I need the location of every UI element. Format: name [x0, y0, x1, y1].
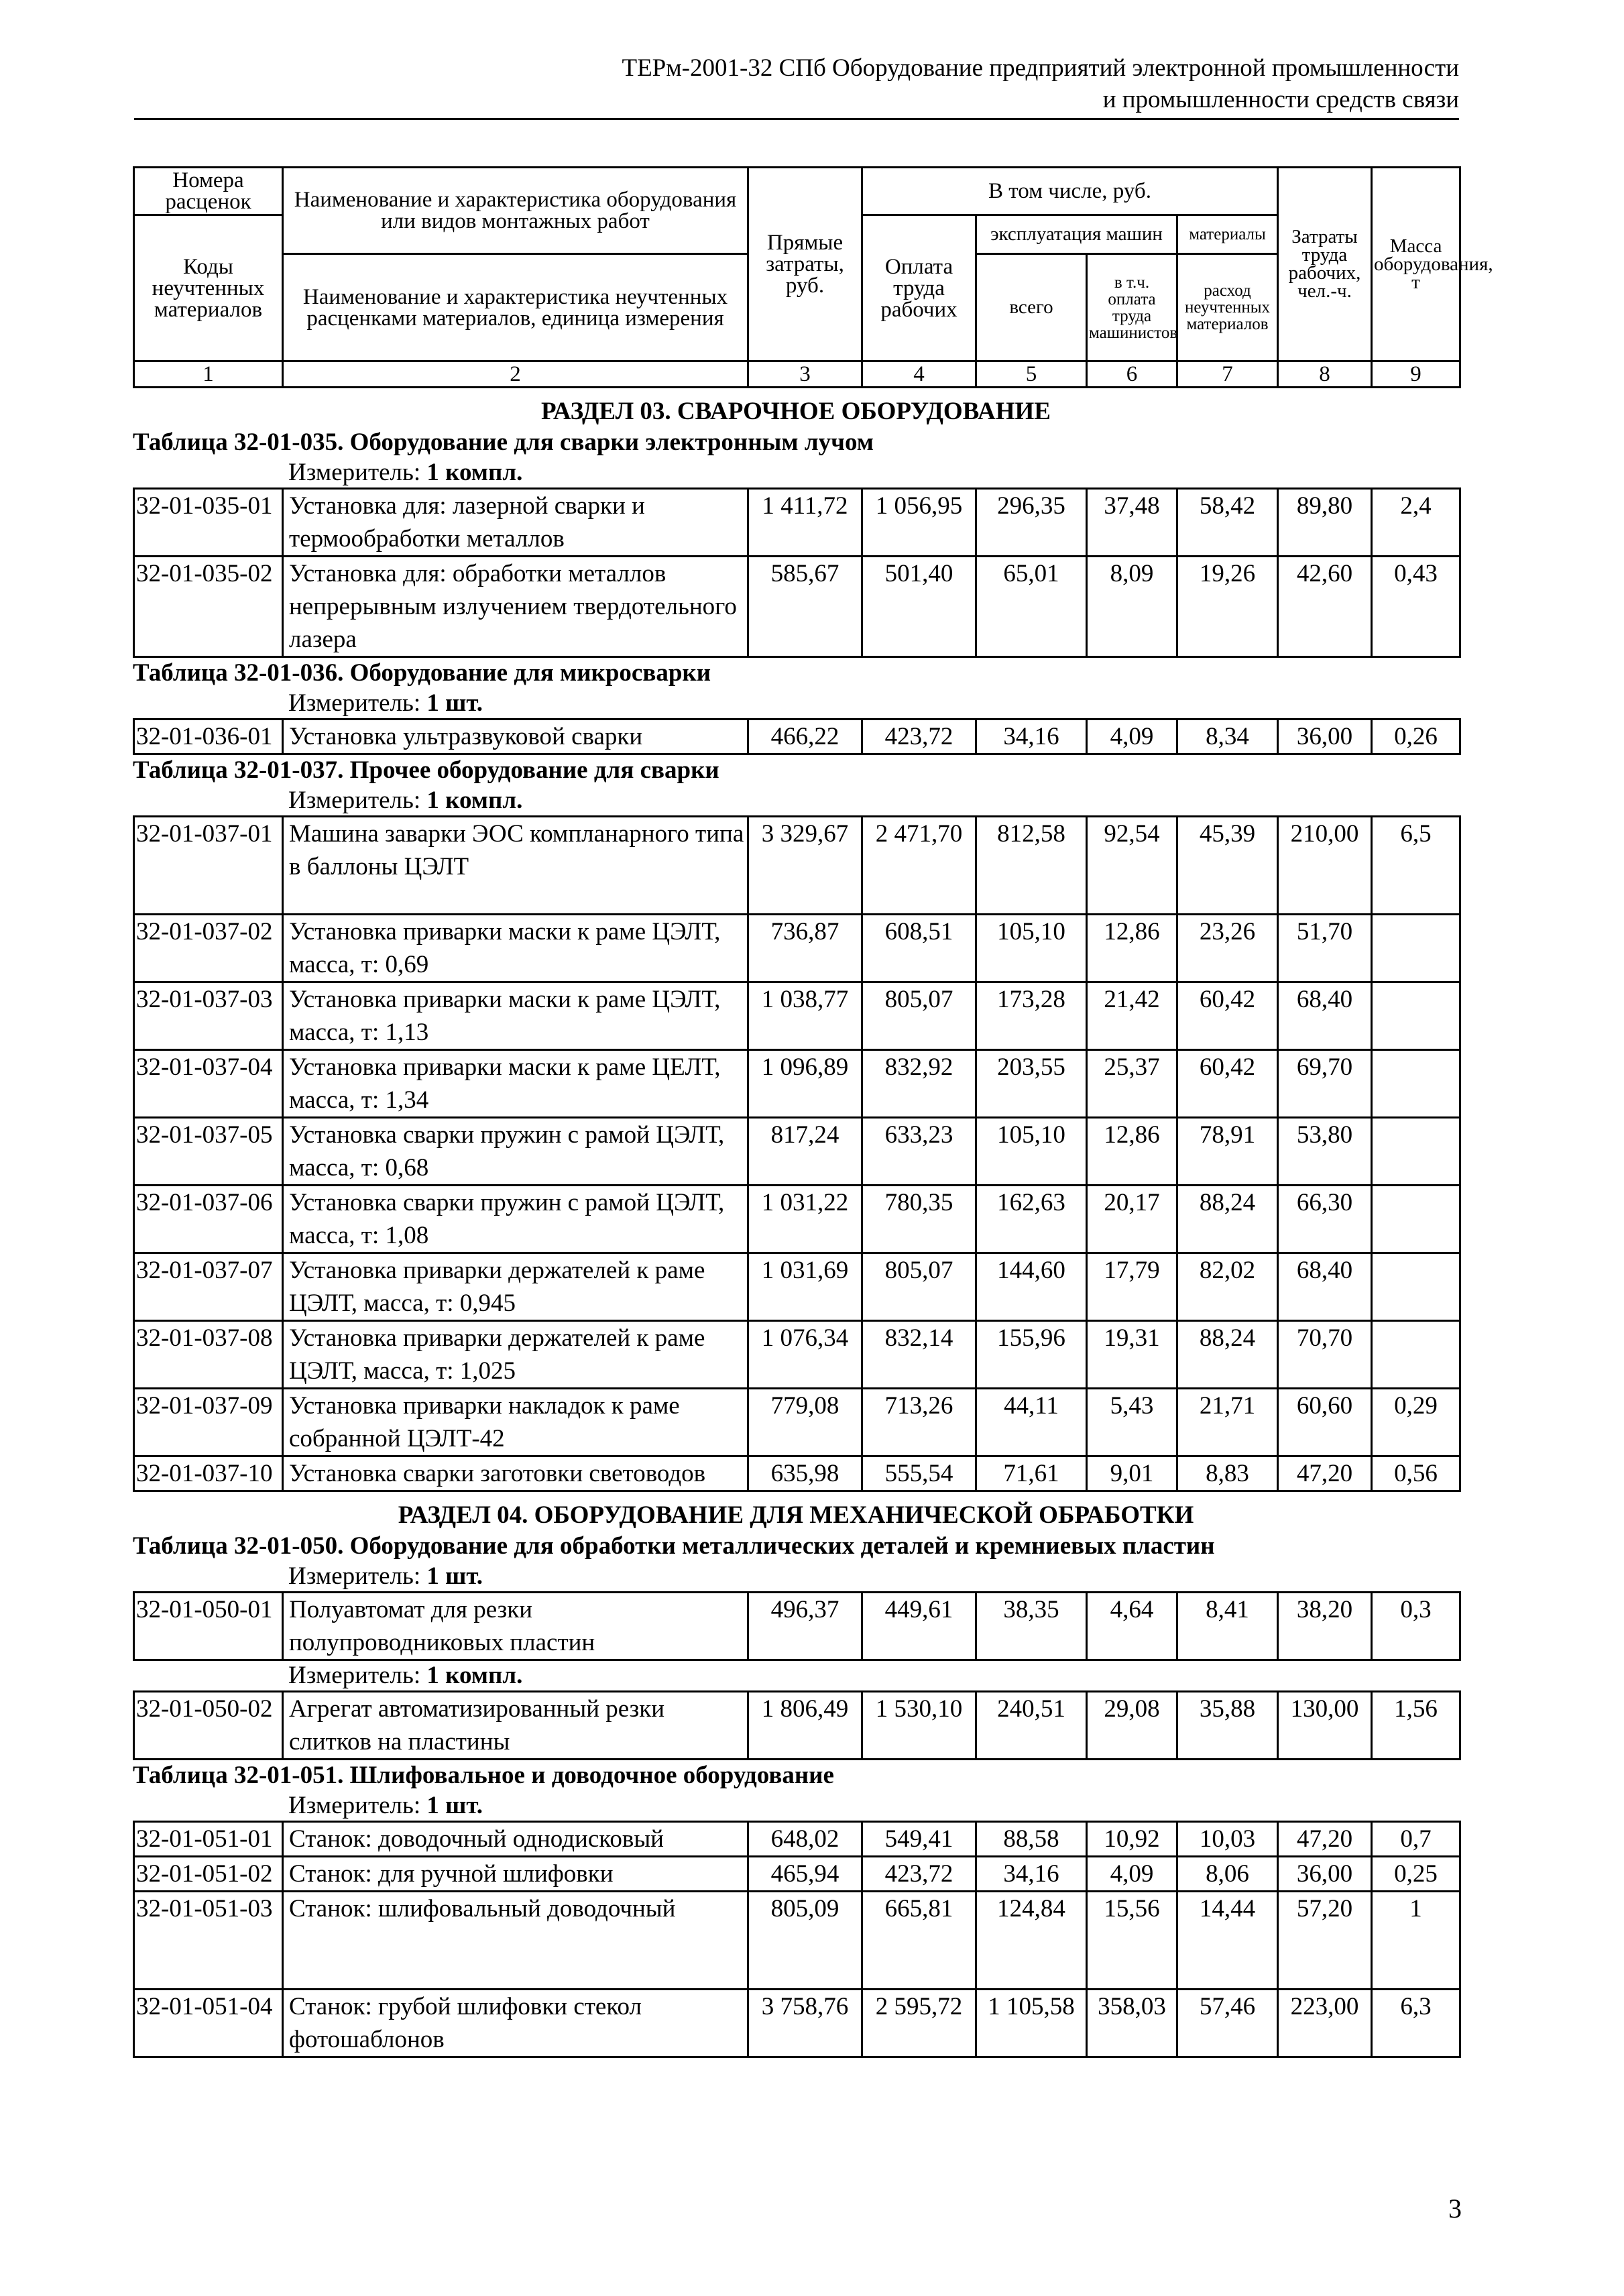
value-c8: 42,60 [1278, 557, 1372, 657]
table-row [134, 1822, 1460, 1857]
value-c6: 4,64 [1087, 1593, 1177, 1660]
rates-table [133, 1690, 1461, 1760]
value-c5: 38,35 [976, 1593, 1087, 1660]
value-c7: 8,06 [1177, 1857, 1278, 1892]
column-number: 9 [1372, 361, 1460, 388]
value-c6: 12,86 [1087, 915, 1177, 982]
header-line-1: ТЕРм-2001-32 СПб Оборудование предприятий электронной промышленности [622, 54, 1459, 82]
rate-code: 32-01-035-02 [134, 557, 283, 657]
value-c6: 37,48 [1087, 489, 1177, 557]
value-c3: 1 096,89 [748, 1050, 862, 1118]
table-row [134, 1321, 1460, 1389]
value-c4: 665,81 [862, 1892, 976, 1990]
rates-table [133, 1591, 1461, 1661]
value-c6: 10,92 [1087, 1822, 1177, 1857]
rate-code: 32-01-037-08 [134, 1321, 283, 1389]
unit-value: 1 компл. [426, 459, 523, 486]
rate-name: Станок: для ручной шлифовки [283, 1857, 748, 1892]
page-header [134, 52, 1459, 120]
value-c3: 779,08 [748, 1389, 862, 1456]
table-title: Таблица 32-01-036. Оборудование для микросварки [133, 659, 711, 687]
value-c9 [1372, 1253, 1460, 1321]
table-title: Таблица 32-01-051. Шлифовальное и доводочное оборудование [133, 1762, 834, 1789]
value-c8: 223,00 [1278, 1990, 1372, 2057]
value-c7: 8,34 [1177, 720, 1278, 754]
rate-name: Установка приварки накладок к раме собранной ЦЭЛТ-42 [283, 1389, 748, 1456]
value-c4: 423,72 [862, 1857, 976, 1892]
unit-value: 1 шт. [426, 1792, 483, 1819]
value-c6: 25,37 [1087, 1050, 1177, 1118]
table-row [134, 1253, 1460, 1321]
rate-name: Полуавтомат для резки полупроводниковых пластин [283, 1593, 748, 1660]
value-c9: 2,4 [1372, 489, 1460, 557]
rate-code: 32-01-051-01 [134, 1822, 283, 1857]
value-c7: 23,26 [1177, 915, 1278, 982]
value-c8: 36,00 [1278, 720, 1372, 754]
table-row [134, 720, 1460, 754]
value-c4: 608,51 [862, 915, 976, 982]
value-c8: 51,70 [1278, 915, 1372, 982]
table-title: Таблица 32-01-037. Прочее оборудование для сварки [133, 756, 719, 784]
value-c7: 58,42 [1177, 489, 1278, 557]
column-number: 3 [748, 361, 862, 388]
value-c6: 4,09 [1087, 1857, 1177, 1892]
header-machines: эксплуатация машин [976, 215, 1177, 254]
value-c6: 19,31 [1087, 1321, 1177, 1389]
table-row [134, 1186, 1460, 1253]
value-c4: 780,35 [862, 1186, 976, 1253]
content [133, 396, 1459, 2058]
header-name-bottom: Наименование и характеристика неучтенных расценками материалов, единица измерения [283, 254, 748, 361]
value-c6: 12,86 [1087, 1118, 1177, 1186]
rate-code: 32-01-037-03 [134, 982, 283, 1050]
rate-name: Установка приварки маски к раме ЦЕЛТ, масса, т: 1,34 [283, 1050, 748, 1118]
rate-name: Станок: шлифовальный доводочный [283, 1892, 748, 1990]
value-c6: 92,54 [1087, 817, 1177, 915]
value-c4: 2 471,70 [862, 817, 976, 915]
value-c9: 0,26 [1372, 720, 1460, 754]
value-c7: 78,91 [1177, 1118, 1278, 1186]
value-c4: 549,41 [862, 1822, 976, 1857]
value-c3: 817,24 [748, 1118, 862, 1186]
value-c7: 57,46 [1177, 1990, 1278, 2057]
value-c4: 713,26 [862, 1389, 976, 1456]
unit-label: Измеритель: [288, 787, 427, 814]
table-title: Таблица 32-01-035. Оборудование для сварки электронным лучом [133, 428, 874, 456]
table-row [134, 1050, 1460, 1118]
value-c5: 34,16 [976, 720, 1087, 754]
value-c3: 3 758,76 [748, 1990, 862, 2057]
value-c8: 57,20 [1278, 1892, 1372, 1990]
value-c5: 144,60 [976, 1253, 1087, 1321]
unit-line [288, 458, 1459, 487]
rate-name: Станок: грубой шлифовки стекол фотошаблонов [283, 1990, 748, 2057]
value-c3: 585,67 [748, 557, 862, 657]
unit-line [288, 786, 1459, 815]
value-c4: 449,61 [862, 1593, 976, 1660]
value-c8: 60,60 [1278, 1389, 1372, 1456]
value-c9: 0,29 [1372, 1389, 1460, 1456]
value-c5: 105,10 [976, 915, 1087, 982]
table-title: Таблица 32-01-050. Оборудование для обработки металлических деталей и кремниевых пластин [133, 1532, 1215, 1560]
value-c7: 21,71 [1177, 1389, 1278, 1456]
rate-name: Установка ультразвуковой сварки [283, 720, 748, 754]
unit-value: 1 компл. [426, 1662, 523, 1689]
rate-name: Установка приварки маски к раме ЦЭЛТ, масса, т: 1,13 [283, 982, 748, 1050]
value-c9 [1372, 982, 1460, 1050]
value-c7: 45,39 [1177, 817, 1278, 915]
section-title: РАЗДЕЛ 03. СВАРОЧНОЕ ОБОРУДОВАНИЕ [541, 398, 1051, 425]
value-c5: 812,58 [976, 817, 1087, 915]
value-c8: 69,70 [1278, 1050, 1372, 1118]
value-c9: 6,3 [1372, 1990, 1460, 2057]
value-c4: 633,23 [862, 1118, 976, 1186]
header-mass: Масса оборудования, т [1372, 168, 1460, 361]
value-c3: 635,98 [748, 1456, 862, 1491]
value-c5: 124,84 [976, 1892, 1087, 1990]
rate-name: Установка для: лазерной сварки и термообработки металлов [283, 489, 748, 557]
rate-code: 32-01-037-09 [134, 1389, 283, 1456]
header-line-2: и промышленности средств связи [1102, 86, 1459, 113]
table-row [134, 1857, 1460, 1892]
value-c3: 648,02 [748, 1822, 862, 1857]
value-c9 [1372, 1321, 1460, 1389]
column-number: 2 [283, 361, 748, 388]
unit-label: Измеритель: [288, 459, 427, 486]
value-c9: 0,3 [1372, 1593, 1460, 1660]
header-materials-sub: расход неучтенных материалов [1177, 254, 1278, 361]
value-c9 [1372, 1186, 1460, 1253]
value-c7: 82,02 [1177, 1253, 1278, 1321]
header-incl: В том числе, руб. [862, 168, 1278, 215]
rate-code: 32-01-050-01 [134, 1593, 283, 1660]
column-numbers-row [134, 361, 1460, 388]
table-row [134, 915, 1460, 982]
rate-code: 32-01-036-01 [134, 720, 283, 754]
value-c3: 3 329,67 [748, 817, 862, 915]
value-c9: 0,25 [1372, 1857, 1460, 1892]
value-c4: 2 595,72 [862, 1990, 976, 2057]
rate-name: Машина заварки ЭОС компланарного типа в баллоны ЦЭЛТ [283, 817, 748, 915]
value-c8: 47,20 [1278, 1456, 1372, 1491]
value-c4: 501,40 [862, 557, 976, 657]
value-c7: 8,83 [1177, 1456, 1278, 1491]
unit-value: 1 шт. [426, 1562, 483, 1590]
rate-code: 32-01-037-06 [134, 1186, 283, 1253]
value-c5: 88,58 [976, 1822, 1087, 1857]
value-c9: 0,43 [1372, 557, 1460, 657]
value-c3: 736,87 [748, 915, 862, 982]
unit-line [288, 1791, 1459, 1821]
value-c7: 8,41 [1177, 1593, 1278, 1660]
rate-code: 32-01-051-04 [134, 1990, 283, 2057]
table-row [134, 1990, 1460, 2057]
unit-line [288, 689, 1459, 718]
value-c3: 1 076,34 [748, 1321, 862, 1389]
value-c9: 1 [1372, 1892, 1460, 1990]
value-c5: 296,35 [976, 489, 1087, 557]
rate-name: Установка приварки держателей к раме ЦЭЛТ, масса, т: 0,945 [283, 1253, 748, 1321]
table-row [134, 1692, 1460, 1760]
rate-code: 32-01-050-02 [134, 1692, 283, 1760]
value-c6: 5,43 [1087, 1389, 1177, 1456]
rate-code: 32-01-037-07 [134, 1253, 283, 1321]
value-c5: 155,96 [976, 1321, 1087, 1389]
value-c7: 60,42 [1177, 982, 1278, 1050]
table-row [134, 489, 1460, 557]
value-c5: 203,55 [976, 1050, 1087, 1118]
value-c6: 4,09 [1087, 720, 1177, 754]
table-row [134, 1118, 1460, 1186]
value-c5: 44,11 [976, 1389, 1087, 1456]
table-row [134, 982, 1460, 1050]
column-number: 8 [1278, 361, 1372, 388]
value-c9: 1,56 [1372, 1692, 1460, 1760]
value-c4: 805,07 [862, 1253, 976, 1321]
value-c7: 60,42 [1177, 1050, 1278, 1118]
rates-table [133, 718, 1461, 755]
unit-label: Измеритель: [288, 689, 427, 717]
column-number: 4 [862, 361, 976, 388]
value-c6: 9,01 [1087, 1456, 1177, 1491]
value-c4: 832,14 [862, 1321, 976, 1389]
value-c5: 34,16 [976, 1857, 1087, 1892]
table-row [134, 1456, 1460, 1491]
column-number: 6 [1087, 361, 1177, 388]
value-c6: 8,09 [1087, 557, 1177, 657]
rate-name: Агрегат автоматизированный резки слитков на пластины [283, 1692, 748, 1760]
value-c8: 89,80 [1278, 489, 1372, 557]
unit-line [288, 1562, 1459, 1591]
header-code-bottom: Коды неучтенных материалов [134, 215, 283, 361]
value-c4: 805,07 [862, 982, 976, 1050]
document-body [133, 166, 1493, 2058]
value-c7: 19,26 [1177, 557, 1278, 657]
value-c5: 240,51 [976, 1692, 1087, 1760]
unit-line [288, 1661, 1459, 1690]
value-c5: 173,28 [976, 982, 1087, 1050]
table-row [134, 817, 1460, 915]
header-code-top: Номера расценок [134, 168, 283, 215]
value-c3: 496,37 [748, 1593, 862, 1660]
unit-label: Измеритель: [288, 1562, 427, 1590]
value-c9 [1372, 1118, 1460, 1186]
value-c9 [1372, 915, 1460, 982]
value-c8: 70,70 [1278, 1321, 1372, 1389]
rate-name: Установка сварки пружин с рамой ЦЭЛТ, масса, т: 1,08 [283, 1186, 748, 1253]
rates-table [133, 1821, 1461, 2058]
value-c8: 130,00 [1278, 1692, 1372, 1760]
value-c8: 36,00 [1278, 1857, 1372, 1892]
unit-label: Измеритель: [288, 1662, 427, 1689]
rate-name: Установка для: обработки металлов непрерывным излучением твердотельного лазера [283, 557, 748, 657]
value-c4: 555,54 [862, 1456, 976, 1491]
value-c6: 20,17 [1087, 1186, 1177, 1253]
value-c9: 6,5 [1372, 817, 1460, 915]
table-row [134, 1593, 1460, 1660]
unit-value: 1 компл. [426, 787, 523, 814]
value-c3: 1 038,77 [748, 982, 862, 1050]
value-c7: 35,88 [1177, 1692, 1278, 1760]
rates-table [133, 487, 1461, 658]
rate-code: 32-01-037-10 [134, 1456, 283, 1491]
value-c3: 805,09 [748, 1892, 862, 1990]
value-c8: 53,80 [1278, 1118, 1372, 1186]
value-c7: 88,24 [1177, 1186, 1278, 1253]
unit-label: Измеритель: [288, 1792, 427, 1819]
header-labor-pay: Оплата труда рабочих [862, 215, 976, 361]
rate-name: Станок: доводочный однодисковый [283, 1822, 748, 1857]
value-c6: 358,03 [1087, 1990, 1177, 2057]
rates-table [133, 815, 1461, 1492]
value-c3: 1 806,49 [748, 1692, 862, 1760]
value-c8: 47,20 [1278, 1822, 1372, 1857]
value-c5: 162,63 [976, 1186, 1087, 1253]
table-row [134, 1389, 1460, 1456]
rate-name: Установка приварки маски к раме ЦЭЛТ, масса, т: 0,69 [283, 915, 748, 982]
header-direct: Прямые затраты, руб. [748, 168, 862, 361]
unit-value: 1 шт. [426, 689, 483, 717]
header-labor: Затраты труда рабочих, чел.-ч. [1278, 168, 1372, 361]
value-c6: 21,42 [1087, 982, 1177, 1050]
value-c5: 65,01 [976, 557, 1087, 657]
value-c8: 68,40 [1278, 982, 1372, 1050]
column-number: 7 [1177, 361, 1278, 388]
rate-name: Установка приварки держателей к раме ЦЭЛТ, масса, т: 1,025 [283, 1321, 748, 1389]
rate-code: 32-01-037-02 [134, 915, 283, 982]
value-c9 [1372, 1050, 1460, 1118]
value-c7: 10,03 [1177, 1822, 1278, 1857]
rate-code: 32-01-037-04 [134, 1050, 283, 1118]
value-c9: 0,56 [1372, 1456, 1460, 1491]
value-c3: 1 411,72 [748, 489, 862, 557]
column-number: 5 [976, 361, 1087, 388]
value-c3: 465,94 [748, 1857, 862, 1892]
value-c6: 17,79 [1087, 1253, 1177, 1321]
value-c7: 88,24 [1177, 1321, 1278, 1389]
value-c9: 0,7 [1372, 1822, 1460, 1857]
header-name-top: Наименование и характеристика оборудования или видов монтажных работ [283, 168, 748, 254]
rate-code: 32-01-035-01 [134, 489, 283, 557]
value-c7: 14,44 [1177, 1892, 1278, 1990]
rate-code: 32-01-037-01 [134, 817, 283, 915]
value-c4: 423,72 [862, 720, 976, 754]
rate-name: Установка сварки заготовки световодов [283, 1456, 748, 1491]
table-row [134, 1892, 1460, 1990]
value-c8: 66,30 [1278, 1186, 1372, 1253]
rate-code: 32-01-037-05 [134, 1118, 283, 1186]
value-c4: 1 530,10 [862, 1692, 976, 1760]
column-header-table [133, 166, 1493, 388]
page-number: 3 [1448, 2193, 1462, 2224]
header-machines-total: всего [976, 254, 1087, 361]
rate-code: 32-01-051-03 [134, 1892, 283, 1990]
rate-name: Установка сварки пружин с рамой ЦЭЛТ, масса, т: 0,68 [283, 1118, 748, 1186]
header-materials: материалы [1177, 215, 1278, 254]
rate-code: 32-01-051-02 [134, 1857, 283, 1892]
section-title: РАЗДЕЛ 04. ОБОРУДОВАНИЕ ДЛЯ МЕХАНИЧЕСКОЙ ОБРАБОТКИ [398, 1501, 1194, 1529]
column-number: 1 [134, 361, 283, 388]
value-c8: 38,20 [1278, 1593, 1372, 1660]
value-c3: 1 031,22 [748, 1186, 862, 1253]
value-c3: 1 031,69 [748, 1253, 862, 1321]
value-c6: 29,08 [1087, 1692, 1177, 1760]
value-c6: 15,56 [1087, 1892, 1177, 1990]
value-c3: 466,22 [748, 720, 862, 754]
table-row [134, 557, 1460, 657]
value-c5: 105,10 [976, 1118, 1087, 1186]
value-c4: 832,92 [862, 1050, 976, 1118]
value-c5: 71,61 [976, 1456, 1087, 1491]
header-machinists: в т.ч. оплата труда машинистов [1087, 254, 1177, 361]
value-c8: 68,40 [1278, 1253, 1372, 1321]
value-c5: 1 105,58 [976, 1990, 1087, 2057]
value-c4: 1 056,95 [862, 489, 976, 557]
value-c8: 210,00 [1278, 817, 1372, 915]
